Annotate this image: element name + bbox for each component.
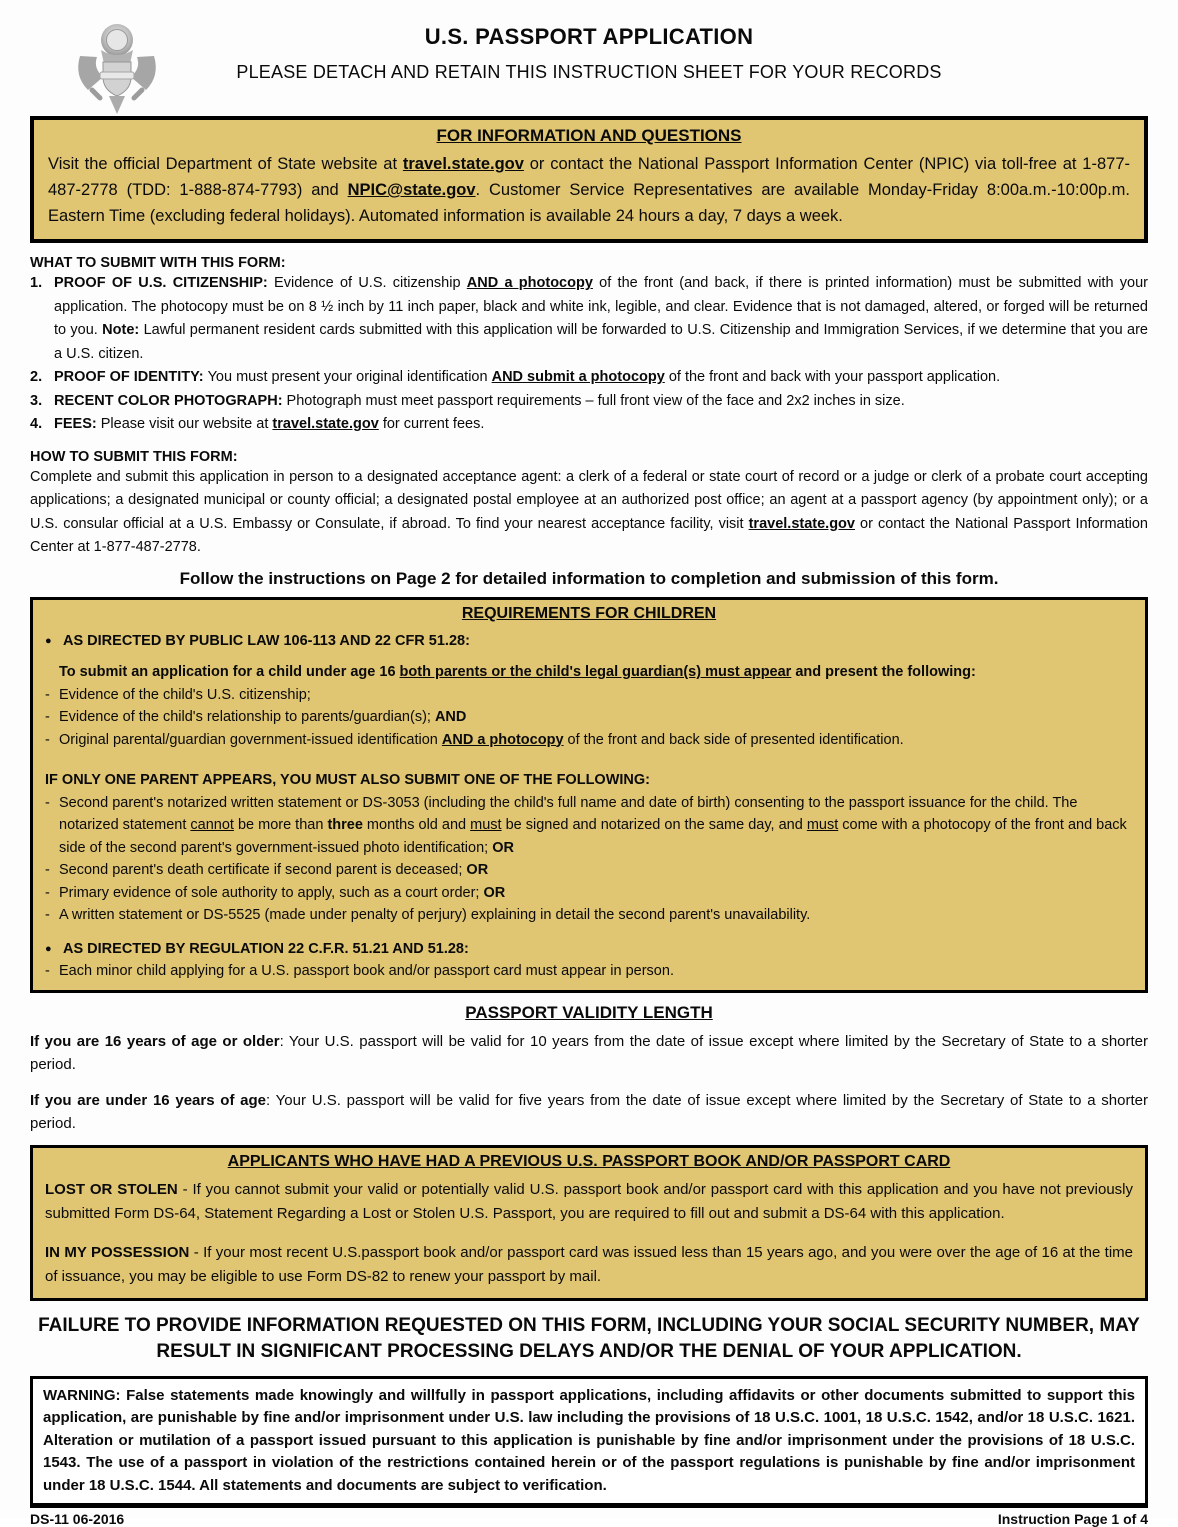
text-segment: FEES: [54,416,101,432]
list-item [30,413,1148,437]
dash-marker: - [45,709,50,725]
text-segment: three [327,817,363,833]
text-segment: Photograph must meet passport requirements – full front view of the face and 2x2 inches in size. [286,392,905,409]
text-segment: cannot [190,817,234,833]
warning-box [30,1376,1148,1507]
item-text [59,882,1133,905]
text-segment: To submit an application for a child under age 16 [59,664,400,680]
list-item [45,882,1133,905]
item-text [59,684,1133,707]
in-my-possession-paragraph [45,1241,1133,1290]
text-segment: PROOF OF U.S. CITIZENSHIP: [54,275,275,291]
text-segment: If you are under 16 years of age [30,1091,267,1109]
dash-marker: - [45,907,50,923]
children-box-heading: REQUIREMENTS FOR CHILDREN [461,604,717,622]
dash-marker: - [45,731,50,748]
how-to-submit-body [30,466,1148,560]
text-segment: AND a photocopy [466,275,593,291]
list-item [45,684,1133,707]
text-segment: and present the following: [791,664,976,680]
validity-under-16 [30,1089,1148,1135]
text-segment: AND submit a photocopy [491,369,665,385]
item-text [59,859,1133,882]
text-segment: - If your most recent U.S.passport book and/or passport card was issued less than 15 years ago, and you were over the age of 16 at the time of issuance, you may be eligible to use Form DS-82 to renew your passport by mail. [45,1243,1133,1285]
text-segment: months old and [362,817,471,833]
list-item [45,706,1133,729]
children-intro [59,661,1133,684]
text-segment: Each minor child applying for a U.S. passport book and/or passport card must appear in person. [59,963,674,979]
great-seal-eagle-icon [72,20,162,121]
text-segment: PROOF OF IDENTITY: [54,369,208,385]
item-text [54,272,1148,366]
text-segment: OR [492,839,514,856]
text-segment: Second parent's notarized written statement or DS-3053 (including the child's full name and date of birth) consenting to the passport issuance for the child. The notarized statement [59,794,1078,833]
text-segment: AND [434,709,467,725]
requirements-for-children-box [30,597,1148,993]
list-item [30,272,1148,366]
item-number: 3. [30,392,43,409]
text-segment: must [806,817,839,833]
text-segment: NPIC@state.gov [347,181,476,199]
text-segment: You must present your original identification [207,369,492,385]
text-segment: . Customer Service Representatives are available Monday-Friday 8:00a.m.-10:00p.m. Eastern Time (excluding federal holidays). Automated information is available 24 hours a day, 7 days a week. [48,181,1130,225]
text-segment: Second parent's death certificate if second parent is deceased; [59,862,467,878]
item-text [54,413,1148,437]
list-item [45,859,1133,882]
public-law-heading [45,630,1133,653]
info-box-body [48,151,1130,229]
bullet-icon: ● [45,942,52,955]
text-segment: travel.state.gov [272,416,379,432]
form-number: DS-11 06-2016 [30,1511,125,1527]
list-item [45,960,1133,983]
text-segment: Evidence of U.S. citizenship [274,275,467,291]
page-title: U.S. PASSPORT APPLICATION [424,24,754,49]
list-item [45,792,1133,860]
text-segment: Evidence of the child's relationship to parents/guardian(s); [59,709,435,725]
page-footer [30,1506,1148,1527]
what-to-submit-list [30,272,1148,437]
text-segment: Complete and submit this application in person to a designated acceptance agent: a clerk of a federal or state court of record or a judge or clerk of a probate court accepting applications; a designated municipal or county official; a designated postal employee at an authorized post office; an agent at a passport agency (by appointment only); or a U.S. consular official at a U.S. Embassy or Consulate, if abroad. To find your nearest acceptance facility, visit [30,468,1148,532]
how-to-submit-heading: HOW TO SUBMIT THIS FORM: [30,448,238,465]
item-text [59,729,1133,752]
text-segment: both parents or the child's legal guardian(s) must appear [399,664,792,680]
dash-marker: - [45,794,50,811]
info-questions-box [30,116,1148,243]
text-segment: of the front and back side of presented identification. [563,731,904,748]
follow-instructions-note: Follow the instructions on Page 2 for detailed information to completion and submission of this form. [179,568,999,588]
text-segment: come with a photocopy of the front and back side of the second parent's government-issued photo identification; [59,817,1127,856]
text-segment: or contact the National Passport Information Center at 1-877-487-2778. [30,515,1148,555]
item-number: 1. [30,275,43,291]
list-item [45,729,1133,752]
previous-box-heading: APPLICANTS WHO HAVE HAD A PREVIOUS U.S. PASSPORT BOOK AND/OR PASSPORT CARD [227,1152,951,1170]
text-segment: Primary evidence of sole authority to apply, such as a court order; [59,884,484,901]
text-segment: : Your U.S. passport will be valid for five years from the date of issue except where limited by the Secretary of State to a shorter period. [30,1091,1148,1132]
dash-marker: - [45,686,50,703]
text-segment: for current fees. [378,416,485,432]
item-text [59,706,1133,729]
text-segment: IN MY POSSESSION [45,1243,190,1261]
text-segment: be signed and notarized on the same day, and [501,817,807,833]
text-segment: AND a photocopy [441,731,564,748]
text-segment: Evidence of the child's U.S. citizenship; [59,686,311,703]
item-text [59,792,1133,860]
text-segment: travel.state.gov [748,515,855,532]
text-segment: be more than [233,817,328,833]
text-segment: of the front and back with your passport application. [664,369,1001,385]
lost-or-stolen-paragraph [45,1178,1133,1227]
text-segment: Visit the official Department of State website at [48,155,403,173]
text-segment: Note: [102,322,140,338]
text-segment: OR [466,862,489,878]
list-item [30,366,1148,390]
text-segment: A written statement or DS-5525 (made under penalty of perjury) explaining in detail the second parent's unavailability. [59,907,811,923]
item-text [54,390,1148,414]
item-text [59,960,1133,983]
page-indicator: Instruction Page 1 of 4 [997,1511,1148,1527]
text-segment: Lawful permanent resident cards submitted with this application will be forwarded to U.S. Citizenship and Immigration Services, if we determine that you are a U.S. citizen. [54,322,1148,362]
text-segment: False statements made knowingly and willfully in passport applications, including affidavits or other documents submitted to support this application, are punishable by fine and/or imprisonment under U.S. law including the provisions of 18 U.S.C. 1001, 18 U.S.C. 1542, and/or 18 U.S.C. 1621. Alteration or mutilation of a passport issued pursuant to this application is punishable by fine and/or imprisonment under the provisions of 18 U.S.C. 1543. The use of a passport in violation of the restrictions contained herein or of the passport regulations is punishable by fine and/or imprisonment under 18 U.S.C. 1544. All statements and documents are subject to verification. [43,1386,1135,1494]
page-subtitle: PLEASE DETACH AND RETAIN THIS INSTRUCTION SHEET FOR YOUR RECORDS [236,62,942,82]
page-header [30,20,1148,106]
text-segment: LOST OR STOLEN [45,1180,178,1198]
item-text [54,366,1148,390]
item-text [59,904,1133,927]
text-segment: If you are 16 years of age or older [30,1032,280,1050]
regulation-heading [45,938,1133,961]
text-segment: - If you cannot submit your valid or potentially valid U.S. passport book and/or passport card with this application and you have not previously submitted Form DS-64, Statement Regarding a Lost or Stolen U.S. Passport, you are required to fill out and submit a DS-64 with this application. [45,1180,1133,1222]
validity-heading: PASSPORT VALIDITY LENGTH [465,1002,713,1022]
text-segment: WARNING: [43,1386,121,1404]
text-segment: must [470,817,502,833]
text-segment: of the front (and back, if there is printed information) must be submitted with your application. The photocopy must be on 8 ½ inch by 11 inch paper, black and white ink, legible, and clear. Evidence that is not damaged, altered, or forged will be returned to you. [54,275,1148,338]
failure-notice: FAILURE TO PROVIDE INFORMATION REQUESTED ON THIS FORM, INCLUDING YOUR SOCIAL SECURITY NUMBER, MAY RESULT IN SIGNIFICANT PROCESSING DELAYS AND/OR THE DENIAL OF YOUR APPLICATION. [38,1314,1140,1362]
list-item [30,390,1148,414]
text-segment: Original parental/guardian government-issued identification [59,731,442,748]
item-number: 4. [30,416,43,432]
item-number: 2. [30,369,43,385]
text-segment: : Your U.S. passport will be valid for 10 years from the date of issue except where limited by the Secretary of State to a shorter period. [30,1032,1148,1073]
list-item [45,904,1133,927]
info-box-heading: FOR INFORMATION AND QUESTIONS [436,126,742,145]
dash-marker: - [45,963,50,979]
text-segment: OR [483,884,506,901]
text-segment: Please visit our website at [100,416,273,432]
text-segment: or contact the National Passport Information Center (NPIC) via toll-free at 1-877-487-2778 (TDD: 1-888-874-7793) and [48,155,1131,199]
previous-passport-box [30,1145,1148,1301]
text-segment: travel.state.gov [402,155,524,173]
bullet-icon: ● [45,634,52,647]
validity-16-or-older [30,1030,1148,1076]
heading-text: AS DIRECTED BY REGULATION 22 C.F.R. 51.21 AND 51.28: [63,940,469,957]
dash-marker: - [45,862,50,878]
what-to-submit-heading: WHAT TO SUBMIT WITH THIS FORM: [30,255,286,271]
heading-text: AS DIRECTED BY PUBLIC LAW 106-113 AND 22 CFR 51.28: [63,632,470,649]
text-segment: RECENT COLOR PHOTOGRAPH: [54,392,287,409]
dash-marker: - [45,884,50,901]
one-parent-heading: IF ONLY ONE PARENT APPEARS, YOU MUST ALSO SUBMIT ONE OF THE FOLLOWING: [45,772,650,788]
